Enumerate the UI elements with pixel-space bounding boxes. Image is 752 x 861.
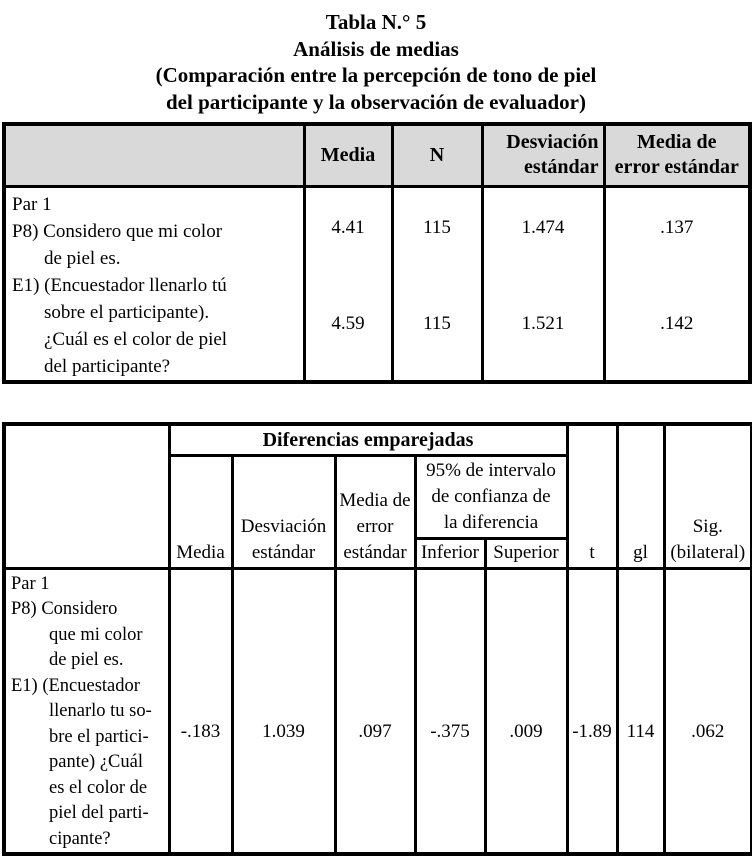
t1-label-line-2: de piel es. — [44, 247, 121, 269]
t2-header-desviacion-line1: Desviación — [240, 515, 327, 537]
t1-header-corner — [4, 124, 304, 186]
t1-header-n: N — [392, 124, 482, 186]
title-line-1: Tabla N.° 5 — [325, 10, 427, 34]
table-title — [0, 0, 752, 115]
t2-desviacion-value: 1.039 — [232, 568, 335, 854]
t1-label-line-5: ¿Cuál es el color de piel — [44, 328, 228, 350]
t2-header-desviacion — [232, 455, 335, 568]
title-line-3: (Comparación entre la percepción de tono de piel — [155, 63, 597, 87]
t2-pair-label — [4, 568, 169, 854]
t2-header-desviacion-line2: estándar — [251, 541, 316, 563]
t2-label-line-5: llenarlo tu so- — [49, 701, 152, 721]
t1-p8-desviacion-value: 1.474 — [482, 186, 604, 269]
t2-label-line-0: Par 1 — [11, 573, 50, 594]
t1-header-error — [604, 124, 750, 186]
t1-header-desviacion-line2: estándar — [524, 156, 599, 179]
t2-label-line-9: piel del parti- — [49, 803, 149, 823]
t2-header-ci-line3: la diferencia — [443, 511, 539, 533]
t2-header-media: Media — [169, 455, 232, 568]
t2-header-corner — [4, 424, 169, 569]
title-line-2: Análisis de medias — [293, 36, 459, 61]
t2-label-line-6: bre el partici- — [49, 726, 149, 747]
t2-t-value: -1.89 — [567, 568, 617, 854]
t1-e1-error-value: .142 — [604, 269, 750, 382]
t2-header-confidence-interval — [415, 455, 567, 538]
t2-header-error — [335, 455, 415, 568]
t2-label-line-2: que mi color — [49, 624, 143, 645]
t2-header-inferior: Inferior — [415, 538, 485, 568]
t2-header-sig — [664, 424, 752, 569]
t1-p8-media-value: 4.41 — [304, 186, 392, 269]
means-table — [2, 122, 752, 384]
t2-header-error-line1: Media de — [339, 489, 411, 511]
t2-header-sig-line1: Sig. — [692, 515, 723, 537]
t1-e1-media-value: 4.59 — [304, 269, 392, 382]
t1-header-error-line1: Media de — [637, 131, 717, 154]
t2-header-error-line3: estándar — [343, 541, 407, 563]
t1-label-line-0: Par 1 — [12, 193, 52, 215]
t1-label-line-1: P8) Considero que mi color — [12, 220, 223, 242]
t2-header-ci-line2: de confianza de — [431, 485, 551, 507]
t2-header-group: Diferencias emparejadas — [169, 424, 567, 456]
t2-label-line-3: de piel es. — [49, 650, 124, 670]
t2-header-t: t — [567, 424, 617, 569]
paired-differences-table — [2, 422, 752, 857]
t2-error-value: .097 — [335, 568, 415, 854]
t2-group-header-row — [4, 424, 752, 456]
t1-p8-error-value: .137 — [604, 186, 750, 269]
title-line-4: del participante y la observación de evaluador) — [166, 89, 586, 114]
t2-label-line-1: P8) Considero — [11, 599, 118, 619]
means-table-row-p8 — [4, 186, 750, 269]
t2-data-row — [4, 568, 752, 854]
t2-label-line-7: pante) ¿Cuál — [49, 752, 143, 772]
t2-header-superior: Superior — [485, 538, 567, 568]
t2-sig-value: .062 — [664, 568, 752, 854]
t1-header-desviacion-line1: Desviación — [506, 131, 599, 154]
t2-media-value: -.183 — [169, 568, 232, 854]
t2-inferior-value: -.375 — [415, 568, 485, 854]
t1-header-desviacion — [482, 124, 604, 186]
t1-header-error-line2: error estándar — [614, 156, 739, 179]
t1-pair-label — [4, 186, 304, 382]
means-table-header-row — [4, 124, 750, 186]
t2-superior-value: .009 — [485, 568, 567, 854]
t2-label-line-8: es el color de — [49, 777, 148, 798]
t1-label-line-6: del participante? — [44, 355, 171, 377]
t1-p8-n-value: 115 — [392, 186, 482, 269]
t1-e1-n-value: 115 — [392, 269, 482, 382]
t2-header-ci-line1: 95% de intervalo — [426, 459, 556, 481]
t2-header-gl: gl — [617, 424, 664, 569]
t1-label-line-4: sobre el participante). — [44, 301, 210, 323]
t2-header-error-line2: error — [356, 515, 394, 537]
t2-label-line-4: E1) (Encuestador — [11, 675, 140, 696]
t1-e1-desviacion-value: 1.521 — [482, 269, 604, 382]
t2-header-sig-line2: (bilateral) — [670, 541, 746, 563]
t2-label-line-10: cipante? — [49, 828, 111, 849]
t1-header-media: Media — [304, 124, 392, 186]
t1-label-line-3: E1) (Encuestador llenarlo tú — [12, 274, 227, 296]
t2-gl-value: 114 — [617, 568, 664, 854]
